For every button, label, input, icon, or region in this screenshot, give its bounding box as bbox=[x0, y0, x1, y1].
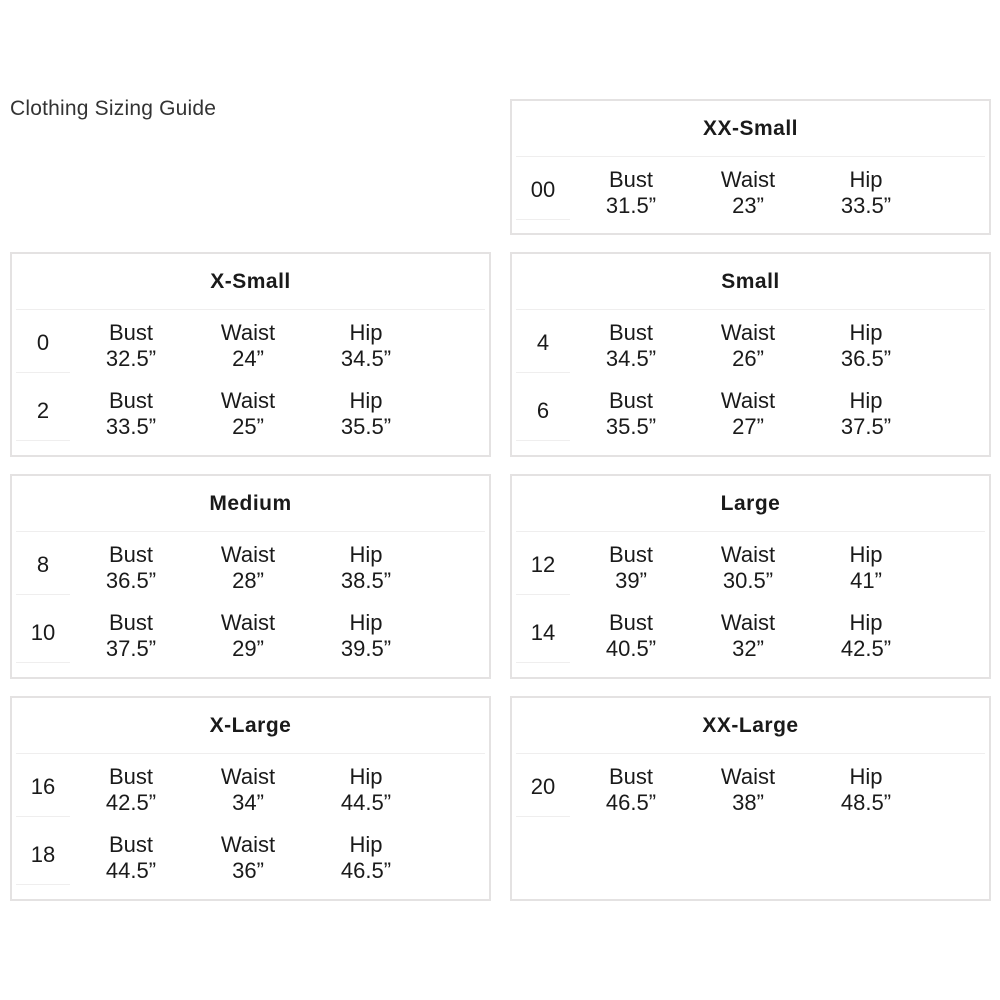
size-row bbox=[12, 600, 489, 668]
size-card-x-small bbox=[10, 252, 491, 457]
waist-value: 34” bbox=[232, 790, 264, 815]
size-row bbox=[512, 600, 989, 668]
waist-measurement bbox=[188, 832, 308, 884]
size-row bbox=[512, 157, 989, 225]
bust-label: Bust bbox=[108, 388, 154, 413]
hip-label: Hip bbox=[349, 832, 383, 857]
waist-value: 27” bbox=[732, 414, 764, 439]
hip-measurement bbox=[306, 388, 426, 440]
size-card-x-large bbox=[10, 696, 491, 901]
bust-label: Bust bbox=[108, 610, 154, 635]
waist-label: Waist bbox=[720, 542, 776, 567]
bust-value: 32.5” bbox=[105, 346, 157, 371]
size-number: 0 bbox=[16, 310, 70, 373]
hip-value: 41” bbox=[850, 568, 882, 593]
size-number: 2 bbox=[16, 378, 70, 441]
bust-label: Bust bbox=[108, 832, 154, 857]
size-row bbox=[12, 754, 489, 822]
bust-value: 31.5” bbox=[605, 193, 657, 218]
size-card-large bbox=[510, 474, 991, 679]
size-row bbox=[12, 822, 489, 890]
waist-measurement bbox=[688, 167, 808, 219]
waist-label: Waist bbox=[220, 320, 276, 345]
bust-measurement bbox=[571, 167, 691, 219]
hip-value: 36.5” bbox=[840, 346, 892, 371]
bust-label: Bust bbox=[608, 610, 654, 635]
size-number: 10 bbox=[16, 600, 70, 663]
hip-value: 38.5” bbox=[340, 568, 392, 593]
bust-measurement bbox=[571, 542, 691, 594]
hip-value: 46.5” bbox=[340, 858, 392, 883]
bust-label: Bust bbox=[608, 542, 654, 567]
hip-measurement bbox=[306, 542, 426, 594]
hip-measurement bbox=[806, 610, 926, 662]
waist-value: 38” bbox=[732, 790, 764, 815]
waist-measurement bbox=[688, 542, 808, 594]
waist-measurement bbox=[188, 320, 308, 372]
waist-label: Waist bbox=[220, 388, 276, 413]
bust-label: Bust bbox=[608, 388, 654, 413]
waist-label: Waist bbox=[720, 764, 776, 789]
waist-label: Waist bbox=[720, 610, 776, 635]
bust-label: Bust bbox=[108, 542, 154, 567]
bust-label: Bust bbox=[608, 764, 654, 789]
waist-label: Waist bbox=[220, 542, 276, 567]
bust-measurement bbox=[71, 764, 191, 816]
waist-label: Waist bbox=[220, 610, 276, 635]
bust-value: 44.5” bbox=[105, 858, 157, 883]
size-card-medium bbox=[10, 474, 491, 679]
waist-value: 26” bbox=[732, 346, 764, 371]
hip-value: 35.5” bbox=[340, 414, 392, 439]
waist-measurement bbox=[688, 764, 808, 816]
waist-measurement bbox=[688, 320, 808, 372]
size-number: 4 bbox=[516, 310, 570, 373]
bust-label: Bust bbox=[108, 320, 154, 345]
hip-measurement bbox=[806, 388, 926, 440]
hip-value: 39.5” bbox=[340, 636, 392, 661]
size-number: 6 bbox=[516, 378, 570, 441]
size-number: 18 bbox=[16, 822, 70, 885]
size-card-xx-small bbox=[510, 99, 991, 235]
waist-label: Waist bbox=[720, 388, 776, 413]
hip-value: 33.5” bbox=[840, 193, 892, 218]
bust-value: 35.5” bbox=[605, 414, 657, 439]
size-row bbox=[12, 378, 489, 446]
size-row bbox=[12, 532, 489, 600]
bust-value: 34.5” bbox=[605, 346, 657, 371]
bust-value: 46.5” bbox=[605, 790, 657, 815]
waist-label: Waist bbox=[720, 320, 776, 345]
waist-measurement bbox=[688, 610, 808, 662]
bust-value: 33.5” bbox=[105, 414, 157, 439]
hip-measurement bbox=[306, 320, 426, 372]
bust-value: 42.5” bbox=[105, 790, 157, 815]
size-number: 16 bbox=[16, 754, 70, 817]
waist-value: 24” bbox=[232, 346, 264, 371]
waist-label: Waist bbox=[720, 167, 776, 192]
bust-measurement bbox=[571, 320, 691, 372]
bust-measurement bbox=[71, 832, 191, 884]
bust-measurement bbox=[71, 388, 191, 440]
hip-measurement bbox=[806, 764, 926, 816]
hip-measurement bbox=[306, 764, 426, 816]
size-row bbox=[12, 310, 489, 378]
waist-value: 30.5” bbox=[722, 568, 774, 593]
size-group-title: X-Small bbox=[16, 254, 485, 310]
waist-measurement bbox=[188, 610, 308, 662]
size-group-title: X-Large bbox=[16, 698, 485, 754]
size-row bbox=[512, 532, 989, 600]
size-row bbox=[512, 754, 989, 822]
bust-value: 40.5” bbox=[605, 636, 657, 661]
hip-label: Hip bbox=[349, 542, 383, 567]
bust-measurement bbox=[71, 320, 191, 372]
hip-measurement bbox=[806, 542, 926, 594]
waist-value: 32” bbox=[732, 636, 764, 661]
size-number: 14 bbox=[516, 600, 570, 663]
hip-label: Hip bbox=[849, 167, 883, 192]
hip-label: Hip bbox=[849, 764, 883, 789]
size-card-small bbox=[510, 252, 991, 457]
page-title: Clothing Sizing Guide bbox=[10, 97, 217, 120]
waist-measurement bbox=[188, 764, 308, 816]
size-number: 12 bbox=[516, 532, 570, 595]
bust-value: 36.5” bbox=[105, 568, 157, 593]
size-number: 00 bbox=[516, 157, 570, 220]
hip-value: 34.5” bbox=[340, 346, 392, 371]
size-group-title: XX-Large bbox=[516, 698, 985, 754]
bust-measurement bbox=[571, 764, 691, 816]
bust-label: Bust bbox=[108, 764, 154, 789]
bust-label: Bust bbox=[608, 167, 654, 192]
size-group-title: Medium bbox=[16, 476, 485, 532]
bust-measurement bbox=[571, 610, 691, 662]
waist-value: 23” bbox=[732, 193, 764, 218]
bust-measurement bbox=[71, 542, 191, 594]
hip-label: Hip bbox=[849, 610, 883, 635]
waist-value: 36” bbox=[232, 858, 264, 883]
waist-label: Waist bbox=[220, 832, 276, 857]
hip-value: 48.5” bbox=[840, 790, 892, 815]
hip-measurement bbox=[306, 832, 426, 884]
size-group-title: Small bbox=[516, 254, 985, 310]
waist-value: 29” bbox=[232, 636, 264, 661]
size-number: 8 bbox=[16, 532, 70, 595]
hip-label: Hip bbox=[349, 610, 383, 635]
hip-label: Hip bbox=[849, 388, 883, 413]
waist-value: 25” bbox=[232, 414, 264, 439]
hip-measurement bbox=[806, 320, 926, 372]
hip-measurement bbox=[806, 167, 926, 219]
size-row bbox=[512, 378, 989, 446]
hip-measurement bbox=[306, 610, 426, 662]
hip-label: Hip bbox=[849, 320, 883, 345]
size-group-title: XX-Small bbox=[516, 101, 985, 157]
hip-value: 44.5” bbox=[340, 790, 392, 815]
bust-measurement bbox=[71, 610, 191, 662]
waist-measurement bbox=[188, 388, 308, 440]
waist-label: Waist bbox=[220, 764, 276, 789]
waist-measurement bbox=[688, 388, 808, 440]
size-card-xx-large bbox=[510, 696, 991, 901]
hip-value: 42.5” bbox=[840, 636, 892, 661]
hip-value: 37.5” bbox=[840, 414, 892, 439]
hip-label: Hip bbox=[349, 764, 383, 789]
bust-label: Bust bbox=[608, 320, 654, 345]
waist-measurement bbox=[188, 542, 308, 594]
hip-label: Hip bbox=[349, 388, 383, 413]
bust-value: 37.5” bbox=[105, 636, 157, 661]
bust-measurement bbox=[571, 388, 691, 440]
waist-value: 28” bbox=[232, 568, 264, 593]
size-group-title: Large bbox=[516, 476, 985, 532]
hip-label: Hip bbox=[349, 320, 383, 345]
size-number: 20 bbox=[516, 754, 570, 817]
hip-label: Hip bbox=[849, 542, 883, 567]
bust-value: 39” bbox=[615, 568, 647, 593]
size-row bbox=[512, 310, 989, 378]
